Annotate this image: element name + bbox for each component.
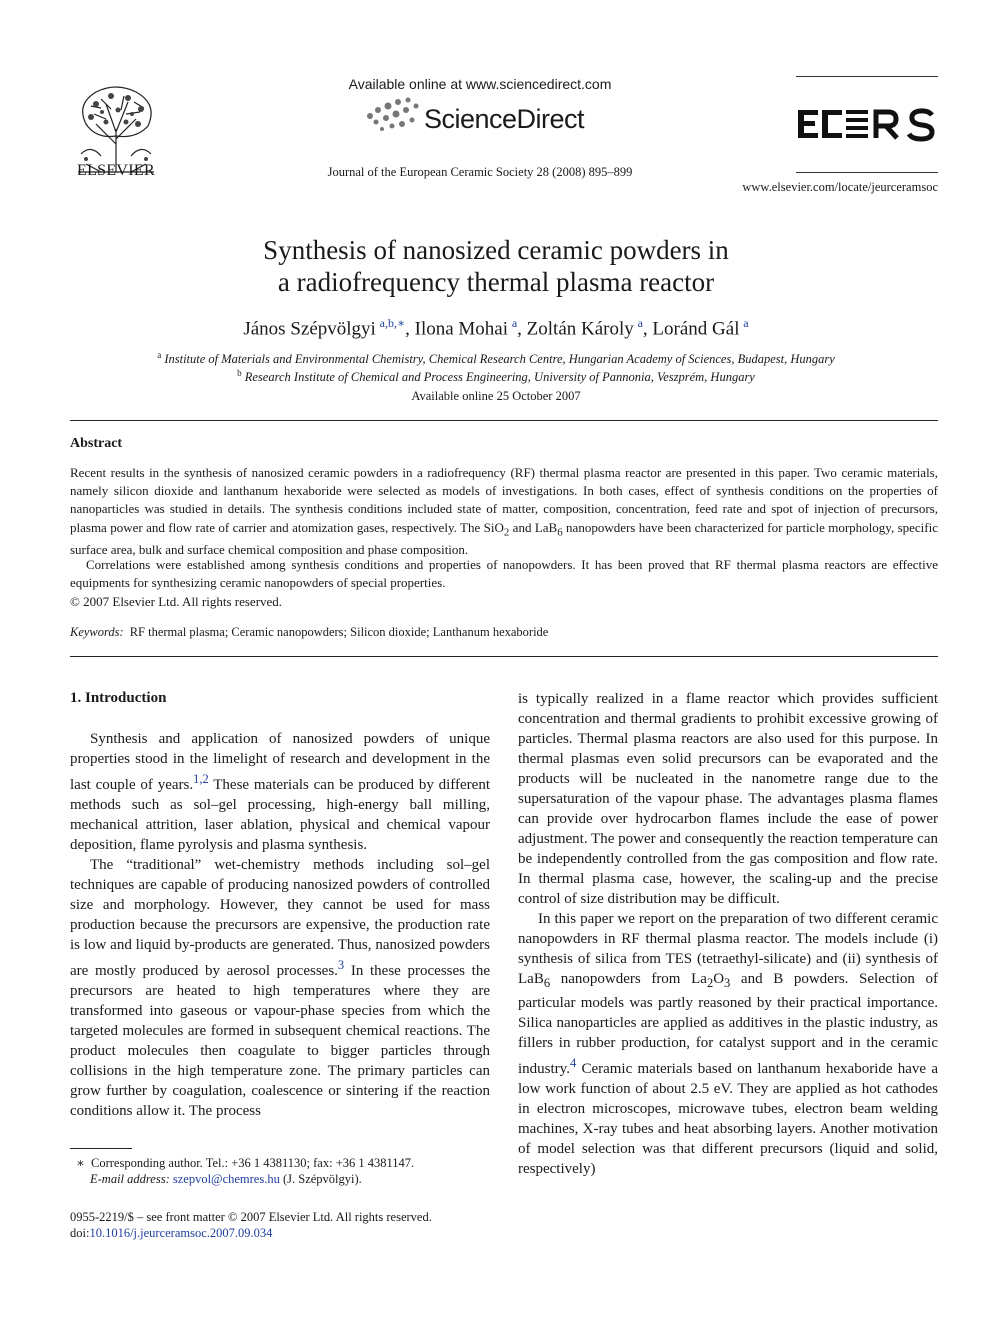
publisher-name: ELSEVIER	[77, 162, 155, 179]
email-label: E-mail address:	[90, 1172, 170, 1186]
affiliation-b-text: Research Institute of Chemical and Process Engineering, University of Pannonia, Veszprém, Hungary	[244, 370, 755, 385]
left-column	[70, 729, 490, 1121]
affiliation-a	[60, 350, 932, 367]
intro-paragraph-1	[70, 729, 490, 855]
affiliation-a-text: Institute of Materials and Environmental Chemistry, Chemical Research Centre, Hungarian Academy of Sciences, Budapest, Hungary	[164, 352, 835, 367]
author-affiliation-link[interactable]: a,b,∗	[379, 316, 406, 330]
sciencedirect-wordmark: ScienceDirect	[424, 104, 585, 134]
intro-paragraph-3	[518, 909, 938, 1179]
body-text: nanopowders from La	[550, 971, 707, 987]
footnote-corresponding	[70, 1155, 414, 1171]
body-text: O	[713, 971, 725, 987]
author-separator: ,	[405, 318, 415, 340]
subscript: 3	[724, 976, 731, 990]
issn-line: 0955-2219/$ – see front matter © 2007 Elsevier Ltd. All rights reserved.	[70, 1210, 432, 1224]
keywords	[70, 625, 548, 640]
subscript: 2	[503, 526, 510, 539]
abstract-text: and LaB	[509, 519, 558, 535]
footnote-rule	[70, 1148, 132, 1149]
footnote-mark: ∗	[76, 1156, 85, 1170]
author-separator: ,	[642, 318, 653, 340]
footnote-text: Corresponding author. Tel.: +36 1 4381130; fax: +36 1 4381147.	[91, 1156, 415, 1170]
subscript: 2	[706, 976, 714, 990]
doi-label: doi:	[70, 1226, 90, 1240]
abstract-paragraph-1	[70, 464, 938, 560]
abstract-bottom-rule	[70, 656, 938, 657]
abstract-text: Recent results in the synthesis of nanosized ceramic powders in a radiofrequency (RF) thermal plasma reactor are presented in this paper. Two ceramic materials, namely silicon dioxide and lanthanum hexaboride were selected as models of investigations. In both cases, effect of synthesis conditions on the properties of nanoparticles was studied in details. The synthesis conditions included state of matter, composition, concentration, feed rate and spot of injection of precursors, plasma power and flow rate of carrier and atomization gases, respectively. The SiO	[70, 465, 938, 535]
ecers-journal-logo	[796, 104, 938, 144]
author-separator: ,	[517, 318, 527, 340]
article-title	[100, 234, 892, 298]
author-name: Ilona Mohai	[414, 318, 509, 340]
author-list	[100, 316, 892, 340]
body-text: Synthesis and application of nanosized powders of unique properties stood in the limelight of research and development in the last couple of years.	[70, 731, 490, 793]
keywords-label: Keywords:	[70, 625, 124, 639]
journal-citation: Journal of the European Ceramic Society 28 (2008) 895–899	[327, 165, 633, 179]
body-text: and B powders. Selection of particular models was partly reasoned by their practical importance. Silica nanoparticles are applied as additives in the plastic industry, as fillers in rubber production, for catalyst support and in the ceramic industry.	[518, 971, 938, 1077]
subscript: 6	[557, 526, 563, 539]
body-text: Ceramic materials based on lanthanum hexaboride have a low work function of about 2.5 eV. They are applied as hot cathodes in electron microscopes, microwave tubes, electron beam welding machines, X-ray tubes and heat absorbing layers. Another motivation of model selection was that different precursors (liquid and solid, respectively)	[518, 1061, 938, 1177]
abstract-heading: Abstract	[70, 436, 123, 451]
affiliation-a-mark: a	[157, 350, 162, 360]
abstract-top-rule	[70, 420, 938, 421]
doi-line	[70, 1225, 272, 1241]
intro-paragraph-2	[70, 855, 490, 1121]
email-suffix: (J. Szépvölgyi).	[279, 1172, 362, 1186]
author-name: János Szépvölgyi	[243, 318, 376, 340]
footnote-email	[70, 1171, 362, 1187]
title-line-1: Synthesis of nanosized ceramic powders in	[263, 235, 729, 265]
body-text: In these processes the precursors are heated to high temperatures where they are transformed into gaseous or vapour-phase species from which the targeted molecules are formed in subsequent chemical reactions. The product molecules then coagulate to bigger particles through collisions in the high temperature zone. The primary particles can grow further by coagulation, coalescence or sintering if the reaction conditions allow it. The process	[70, 963, 490, 1119]
section-heading-introduction: 1. Introduction	[70, 690, 167, 706]
abstract-text: nanopowders have been characterized for particle morphology, specific surface area, bulk and surface chemical composition and phase composition.	[70, 519, 939, 558]
citation-link[interactable]: 1,2	[193, 772, 209, 786]
citation-link[interactable]: 4	[569, 1056, 577, 1070]
author-affiliation-link[interactable]: a	[511, 316, 518, 330]
header-rule	[796, 76, 938, 77]
author-name: Loránd Gál	[652, 318, 740, 340]
abstract-paragraph-2: Correlations were established among synthesis conditions and properties of nanopowders. It has been proved that RF thermal plasma reactors are effective equipments for synthesizing ceramic nanopowders of special properties.	[70, 557, 938, 591]
doi-link[interactable]: 10.1016/j.jeurceramsoc.2007.09.034	[89, 1226, 273, 1240]
journal-url[interactable]: www.elsevier.com/locate/jeurceramsoc	[742, 180, 938, 194]
affiliation-b	[60, 368, 932, 385]
right-column	[518, 689, 938, 1179]
abstract-copyright: © 2007 Elsevier Ltd. All rights reserved.	[70, 594, 283, 609]
email-link[interactable]: szepvol@chemres.hu	[172, 1172, 280, 1186]
available-online-date: Available online 25 October 2007	[411, 389, 581, 403]
intro-paragraph-2-continued: is typically realized in a flame reactor which provides sufficient concentration and thermal gradients to prohibit excessive growing of particles. Thermal plasma reactors are also used for this purpose. In thermal plasmas even solid precursors can be evaporated and the products will be nucleated in the nanometre range due to the supersaturation of the vapour phase. The advantages plasma flames can provide over hydrocarbon flames include the ease of power adjustment. The power and consequently the reaction temperature can be independently controlled from the gas composition and flow rate. In thermal plasma case, however, the scaling-up and the precise control of size distribution may be difficult.	[518, 691, 938, 907]
affiliation-b-mark: b	[237, 368, 242, 378]
keywords-list: RF thermal plasma; Ceramic nanopowders; Silicon dioxide; Lanthanum hexaboride	[129, 625, 549, 639]
header-rule-lower	[796, 172, 938, 173]
subscript: 6	[543, 976, 551, 990]
available-online-at[interactable]: Available online at www.sciencedirect.com	[348, 76, 612, 92]
citation-link[interactable]: 3	[337, 958, 345, 972]
body-text: The “traditional” wet-chemistry methods including sol–gel techniques are capable of producing nanosized powders of controlled size and morphology. However, they cannot be used for mass production because the precursors are expensive, the production rate is low and liquid by-products are generated. Thus, nanosized powders are mostly produced by aerosol processes.	[70, 857, 490, 979]
body-text: These materials can be produced by different methods such as sol–gel processing, high-energy ball milling, mechanical attrition, laser ablation, physical and chemical vapour deposition, flame pyrolysis and plasma synthesis.	[70, 777, 490, 853]
author-affiliation-link[interactable]: a	[743, 316, 749, 330]
author-affiliation-link[interactable]: a	[637, 316, 643, 330]
body-text: In this paper we report on the preparation of two different ceramic nanopowders in RF thermal plasma reactor. The models include (i) synthesis of silica from TES (tetraethyl-silicate) and (ii) synthesis of LaB	[518, 911, 938, 987]
title-line-2: a radiofrequency thermal plasma reactor	[277, 267, 715, 297]
author-name: Zoltán Károly	[526, 318, 634, 340]
